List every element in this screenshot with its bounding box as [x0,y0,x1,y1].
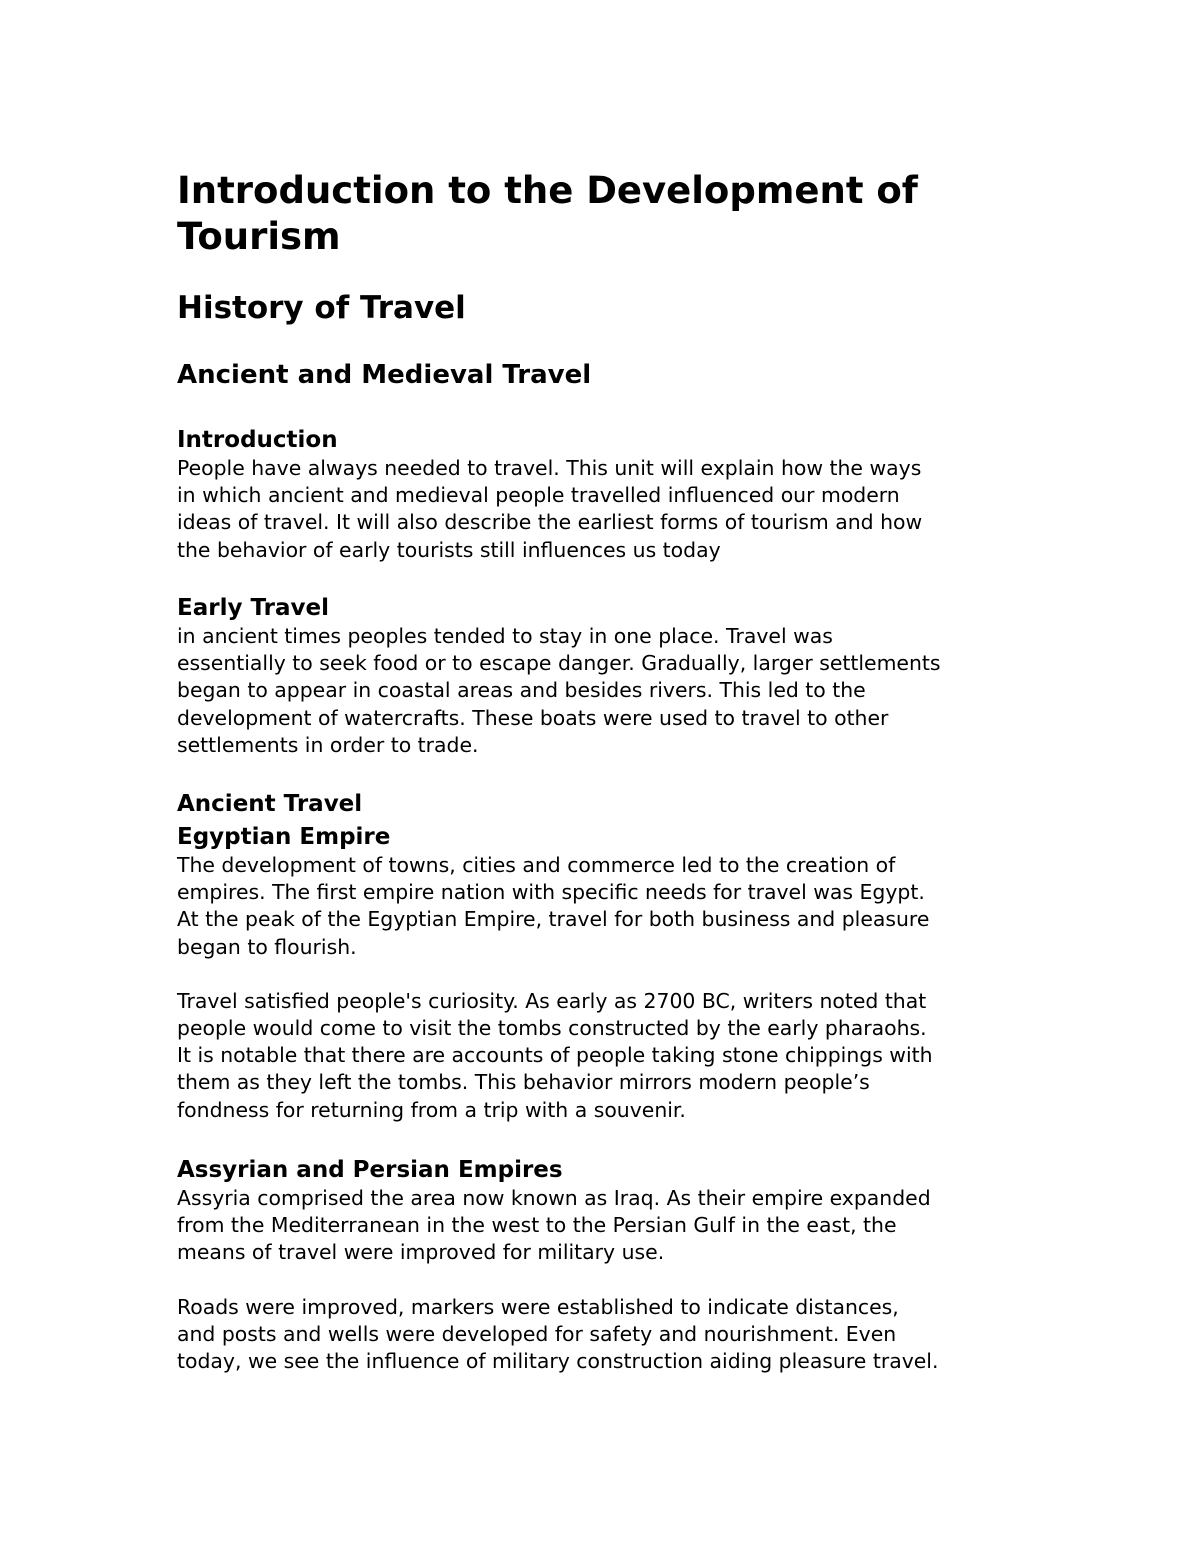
document-page [177,168,1077,1374]
section-heading: Assyrian and Persian Empires [177,1157,563,1183]
paragraph: Roads were improved, markers were established to indicate distances, and posts and wells were developed for safety and nourishment. Even today, we see the influence of military construction aiding pleasure travel. [177,1294,939,1374]
document-title: Introduction to the Development of Tourism [177,169,918,258]
section-heading: Ancient Travel [177,791,363,817]
paragraph: The development of towns, cities and commerce led to the creation of empires. The first empire nation with specific needs for travel was Egypt. At the peak of the Egyptian Empire, travel for both business and pleasure began to flourish. [177,853,930,959]
paragraph: Travel satisfied people's curiosity. As early as 2700 BC, writers noted that people would come to visit the tombs constructed by the early pharaohs. It is notable that there are accounts of people taking stone chippings with them as they left the tombs. This behavior mirrors modern people’s fondness for returning from a trip with a souvenir. [177,988,933,1122]
section-subheading: Egyptian Empire [177,824,391,850]
section-heading: Early Travel [177,595,329,621]
section-early-travel [177,593,1077,759]
paragraph: in ancient times peoples tended to stay in one place. Travel was essentially to seek food or to escape danger. Gradually, larger settlements began to appear in coastal areas and besides rivers. This led to the development of watercrafts. These boats were used to travel to other settlements in order to trade. [177,624,941,757]
paragraph: People have always needed to travel. This unit will explain how the ways in which ancient and medieval people travelled influenced our modern ideas of travel. It will also describe the earliest forms of tourism and how the behavior of early tourists still influences us today [177,456,923,562]
section-assyrian-persian [177,1155,1077,1375]
subtitle-history-of-travel: History of Travel [177,290,466,326]
section-ancient-travel [177,789,1077,1124]
section-heading: Introduction [177,427,338,453]
paragraph: Assyria comprised the area now known as Iraq. As their empire expanded from the Mediterranean in the west to the Persian Gulf in the east, the means of travel were improved for military use. [177,1186,931,1265]
section-introduction [177,425,1077,564]
heading-ancient-medieval-travel: Ancient and Medieval Travel [177,360,592,390]
